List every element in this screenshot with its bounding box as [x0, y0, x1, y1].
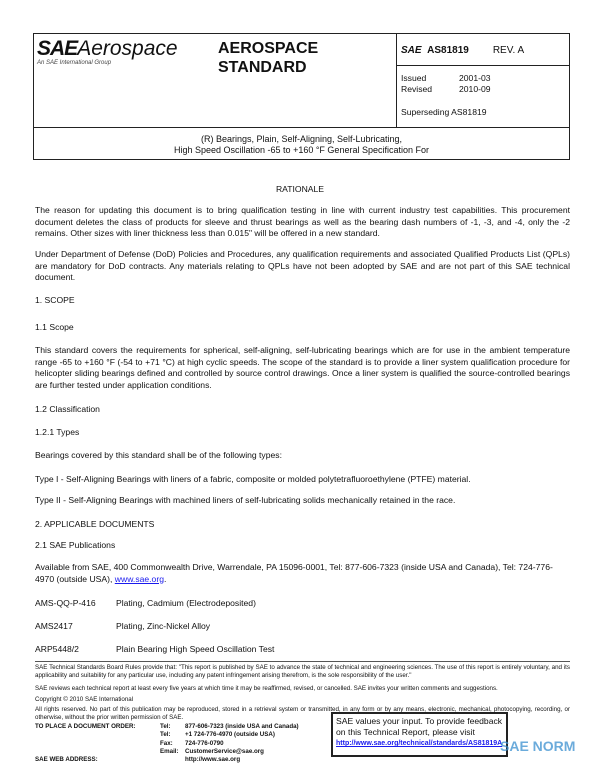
footer-text: Copyright © 2010 SAE International [35, 696, 134, 703]
doc-type: AEROSPACE STANDARD [218, 40, 319, 76]
section-heading: 1.2.1 Types [35, 427, 80, 437]
section-heading: 2.1 SAE Publications [35, 540, 116, 550]
divider [396, 65, 570, 66]
divider [33, 127, 570, 128]
reference-row: ARP5448/2 Plain Bearing High Speed Oscillation Test [35, 644, 275, 654]
order-label: TO PLACE A DOCUMENT ORDER: [35, 723, 136, 730]
section-heading: 2. APPLICABLE DOCUMENTS [35, 519, 155, 529]
reference-row: AMS-QQ-P-416 Plating, Cadmium (Electrodeposited) [35, 598, 256, 608]
footer-divider [35, 661, 570, 662]
section-heading: 1.1 Scope [35, 322, 74, 332]
watermark: SAE NORM [500, 738, 576, 754]
reference-row: AMS2417 Plating, Zinc-Nickel Alloy [35, 621, 211, 631]
web-label: SAE WEB ADDRESS: [35, 756, 98, 763]
feedback-box: SAE values your input. To provide feedback on this Technical Report, please visit http://www.sae.org/technical/standards/AS81819A [331, 712, 508, 757]
divider [396, 33, 397, 128]
footer-text: SAE reviews each technical report at least every five years at which time it may be reaffirmed, revised, or cancelled. SAE invites your written comments and suggestions. [35, 685, 498, 692]
rationale-heading: RATIONALE [275, 184, 325, 194]
paragraph: Under Department of Defense (DoD) Policies and Procedures, any qualification requirements and associated Qualified Products List (QPLs) are mandatory for DoD contracts. Any materials relating to QPLs have not been adopted by SAE and are not part of this SAE technical document. [35, 249, 570, 282]
paragraph: Available from SAE, 400 Commonwealth Drive, Warrendale, PA 15096-0001, Tel: 877-606-7323 (inside USA and Canada), Tel: 724-776-4970 (outside USA), www.sae.org. [35, 562, 553, 584]
paragraph: Type II - Self-Aligning Bearings with machined liners of self-lubricating solids mechanically retained in the race. [35, 495, 456, 505]
section-heading: 1.2 Classification [35, 404, 100, 414]
logo-subtitle: An SAE International Group [37, 60, 112, 66]
footer-text: SAE Technical Standards Board Rules provide that: "This report is published by SAE to advance the state of technical and engineering sciences. The use of this report is entirely voluntary, and its applicability and suitability for any particular use, including any patent infringement arising therefrom, is the sole responsibility of the user." [35, 664, 570, 680]
paragraph: Type I - Self-Aligning Bearings with liners of a fabric, composite or molded polytetrafluoroethylene (PTFE) material. [35, 474, 471, 484]
issue-info: Issued 2001-03 Revised 2010-09 Superseding AS81819 [401, 73, 491, 117]
paragraph: Bearings covered by this standard shall be of the following types: [35, 450, 282, 460]
sae-link[interactable]: www.sae.org [114, 573, 164, 584]
sae-aerospace-logo: SAEAerospace [37, 37, 178, 60]
paragraph: This standard covers the requirements for spherical, self-aligning, self-lubricating bearings which are for use in the ambient temperature range -65 to +160 °F (-54 to +71 °C) at high cyclic speeds. The scope of the standard is to provide a liner system qualification procedure for helicopter sliding bearings defined and controlled by source control drawings. Once a liner system is qualified the source-controlled bearings are further tested under application conditions. [35, 345, 570, 390]
doc-id: SAE AS81819 REV. A [401, 45, 525, 56]
document-title: (R) Bearings, Plain, Self-Aligning, Self-Lubricating, High Speed Oscillation -65 to +160 °F General Specification For [174, 134, 429, 155]
paragraph: The reason for updating this document is to bring qualification testing in line with current industry test capabilities. This procurement document deletes the class of products for sleeve and thrust bearings as well as the bearing dash numbers of -1, -3, and -4, only the -2 remains. Other sizes with liner thickness less than 0.015" will be offered in a new standard. [35, 205, 570, 238]
section-heading: 1. SCOPE [35, 295, 75, 305]
footer-text: All rights reserved. No part of this publication may be reproduced, stored in a retrieval system or transmitted, in any form or by any means, electronic, mechanical, photocopying, recording, or otherwise, without the prior written permission of SAE. [35, 706, 570, 722]
feedback-link[interactable]: http://www.sae.org/technical/standards/AS81819A [336, 740, 503, 747]
contact-list: Tel: 877-606-7323 (inside USA and Canada) Tel: +1 724-776-4970 (outside USA) Fax: 724-776-0790 Email: CustomerService@sae.org http://www.sae.org [160, 723, 299, 764]
